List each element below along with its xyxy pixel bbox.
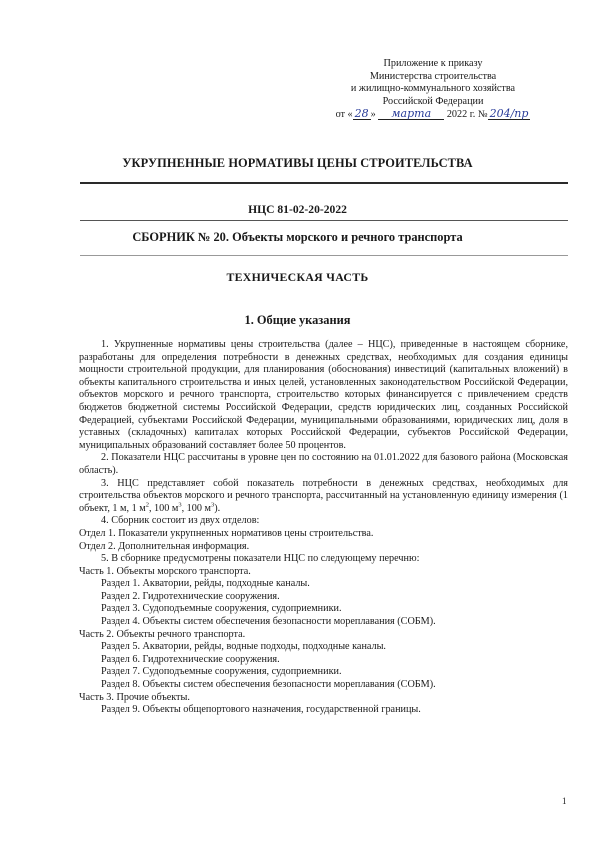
paragraph-3-text: , 100 м (148, 502, 179, 514)
list-item-section: Раздел 5. Акватории, рейды, водные подходы, подходные каналы. (101, 641, 386, 653)
main-title: УКРУПНЕННЫЕ НОРМАТИВЫ ЦЕНЫ СТРОИТЕЛЬСТВА (122, 156, 473, 170)
handwritten-order-number: 204/пр (489, 107, 529, 121)
list-item: Отдел 2. Дополнительная информация. (79, 540, 250, 552)
subsection-title: 1. Общие указания (244, 313, 351, 327)
list-item-section: Раздел 7. Судоподъемные сооружения, судоприемники. (101, 666, 342, 678)
date-mid: » (370, 109, 379, 121)
list-item-section: Раздел 6. Гидротехнические сооружения. (101, 653, 280, 665)
superscript: 2 (145, 501, 149, 509)
paragraph-4: 4. Сборник состоит из двух отделов: (101, 515, 260, 527)
list-item-section: Раздел 4. Объекты систем обеспечения безопасности мореплавания (СОБМ). (101, 616, 436, 628)
header-line-3: и жилищно-коммунального хозяйства (350, 83, 516, 95)
list-item-section: Раздел 3. Судоподъемные сооружения, судоприемники. (101, 603, 342, 615)
paragraph-2: 2. Показатели НЦС рассчитаны в уровне цен по состоянию на 01.01.2022 для базового района (Московская область). (79, 452, 568, 476)
paragraph-3-text: ). (214, 502, 221, 514)
header-line-1: Приложение к приказу (383, 58, 483, 69)
list-item-section: Раздел 8. Объекты систем обеспечения безопасности мореплавания (СОБМ). (101, 679, 436, 691)
document-code: НЦС 81-02-20-2022 (248, 203, 347, 216)
list-item: Отдел 1. Показатели укрупненных нормативов цены строительства. (79, 527, 374, 539)
order-date-line (318, 108, 548, 122)
order-appendix-header (318, 58, 548, 122)
list-item-section: Раздел 1. Акватории, рейды, подходные каналы. (101, 578, 310, 590)
collection-title: СБОРНИК № 20. Объекты морского и речного транспорта (132, 230, 463, 244)
list-item-part: Часть 2. Объекты речного транспорта. (79, 628, 246, 640)
document-body (79, 339, 568, 717)
title-divider (80, 182, 568, 184)
code-divider (80, 220, 568, 221)
superscript: 3 (210, 501, 215, 509)
list-item-part: Часть 3. Прочие объекты. (79, 691, 190, 703)
paragraph-3 (79, 478, 568, 516)
paragraph-1: 1. Укрупненные нормативы цены строительства (далее – НЦС), приведенные в настоящем сборнике, разработаны для определения потребности в денежных средствах, необходимых для создания единицы мощности строительной продукции, для планирования (обоснования) инвестиций (капитальных вложений) в объекты капитального строительства и иных целей, установленных законодательством Российской Федерации, объектов морского и речного транспорта, строительство которых финансируется с привлечением средств бюджетов бюджетной системы Российской Федерации, средств юридических лиц, созданных Российской Федерацией, субъектами Российской Федерации, муниципальными образованиями, юридических лиц, доля в уставных (складочных) капиталах которых Российской Федерации, субъектов Российской Федерации, муниципальных образований составляет более 50 процентов. (79, 339, 568, 451)
section-title: ТЕХНИЧЕСКАЯ ЧАСТЬ (226, 270, 369, 284)
date-prefix: от « (335, 109, 353, 121)
handwritten-day: 28 (354, 107, 369, 121)
date-year: 2022 г. № (444, 109, 488, 121)
list-item-section: Раздел 2. Гидротехнические сооружения. (101, 590, 280, 602)
list-item-section: Раздел 9. Объекты общепортового назначения, государственной границы. (101, 704, 421, 716)
page-number: 1 (562, 796, 567, 806)
collection-divider (80, 255, 568, 256)
paragraph-3-text: , 100 м (181, 502, 211, 514)
header-line-2: Министерства строительства (369, 70, 497, 82)
paragraph-3-text: 3. НЦС представляет собой показатель потребности в денежных средствах, необходимых для строительства объектов морского и речного транспорта, рассчитанный на установленную единицу измерения (1 объект, 1 м, 1 м (79, 477, 568, 514)
handwritten-month: марта (378, 108, 444, 120)
list-item-part: Часть 1. Объекты морского транспорта. (79, 565, 251, 577)
superscript: 3 (178, 501, 182, 509)
header-line-4: Российской Федерации (382, 95, 484, 107)
paragraph-5: 5. В сборнике предусмотрены показатели НЦС по следующему перечню: (101, 553, 420, 565)
